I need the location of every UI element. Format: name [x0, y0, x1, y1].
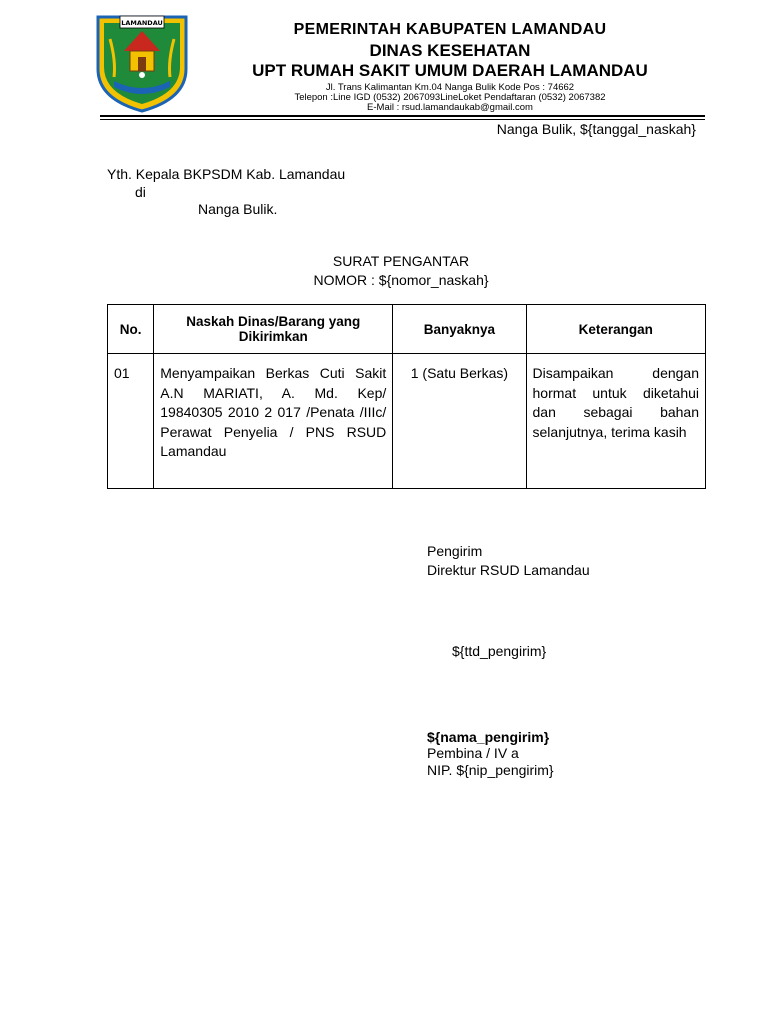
letterhead-address: Jl. Trans Kalimantan Km.04 Nanga Bulik Kode Pos : 74662 — [325, 82, 575, 93]
letterhead-government: PEMERINTAH KABUPATEN LAMANDAU — [293, 21, 607, 38]
lamandau-regency-logo — [94, 11, 190, 113]
recipient: Yth. Kepala BKPSDM Kab. Lamandau — [107, 166, 346, 182]
sender-rank: Pembina / IV a — [427, 745, 519, 761]
header-no: No. — [108, 305, 154, 354]
header-item-label: Naskah Dinas/Barang yang Dikirimkan — [186, 314, 361, 344]
letterhead-hospital: UPT RUMAH SAKIT UMUM DAERAH LAMANDAU — [252, 61, 648, 80]
letter-number: NOMOR : ${nomor_naskah} — [313, 272, 489, 288]
sender-nip: NIP. ${nip_pengirim} — [427, 762, 554, 778]
sender-name: ${nama_pengirim} — [427, 729, 550, 745]
letterhead-email: E-Mail : rsud.lamandaukab@gmail.com — [367, 102, 533, 113]
recipient-di: di — [135, 184, 146, 200]
svg-text:LAMANDAU: LAMANDAU — [121, 19, 163, 27]
sender-label: Pengirim — [427, 543, 483, 559]
header-quantity: Banyaknya — [393, 305, 526, 354]
place-date: Nanga Bulik, ${tanggal_naskah} — [496, 121, 696, 137]
letterhead-phone: Telepon :Line IGD (0532) 2067093LineLoket Pendaftaran (0532) 2067382 — [294, 92, 606, 103]
recipient-city: Nanga Bulik. — [198, 201, 278, 217]
sender-position: Direktur RSUD Lamandau — [427, 562, 590, 578]
table-row — [108, 354, 706, 489]
header-note: Keterangan — [526, 305, 705, 354]
items-table — [107, 304, 706, 489]
letterhead-department: DINAS KESEHATAN — [369, 41, 531, 60]
cell-quantity: 1 (Satu Berkas) — [393, 354, 526, 489]
cell-no: 01 — [108, 354, 154, 489]
header-item — [154, 305, 393, 354]
letterhead-rule-thick — [100, 115, 705, 117]
signature-placeholder: ${ttd_pengirim} — [452, 643, 547, 659]
letter-title: SURAT PENGANTAR — [332, 253, 470, 269]
table-header-row — [108, 305, 706, 354]
cell-note: Disampaikan dengan hormat untuk diketahui dan sebagai bahan selanjutnya, terima kasih — [526, 354, 705, 489]
cell-item: Menyampaikan Berkas Cuti Sakit A.N MARIATI, A. Md. Kep/ 19840305 2010 2 017 /Penata /IIIc/ Perawat Penyelia / PNS RSUD Lamandau — [154, 354, 393, 489]
letterhead-rule-thin — [100, 119, 705, 120]
